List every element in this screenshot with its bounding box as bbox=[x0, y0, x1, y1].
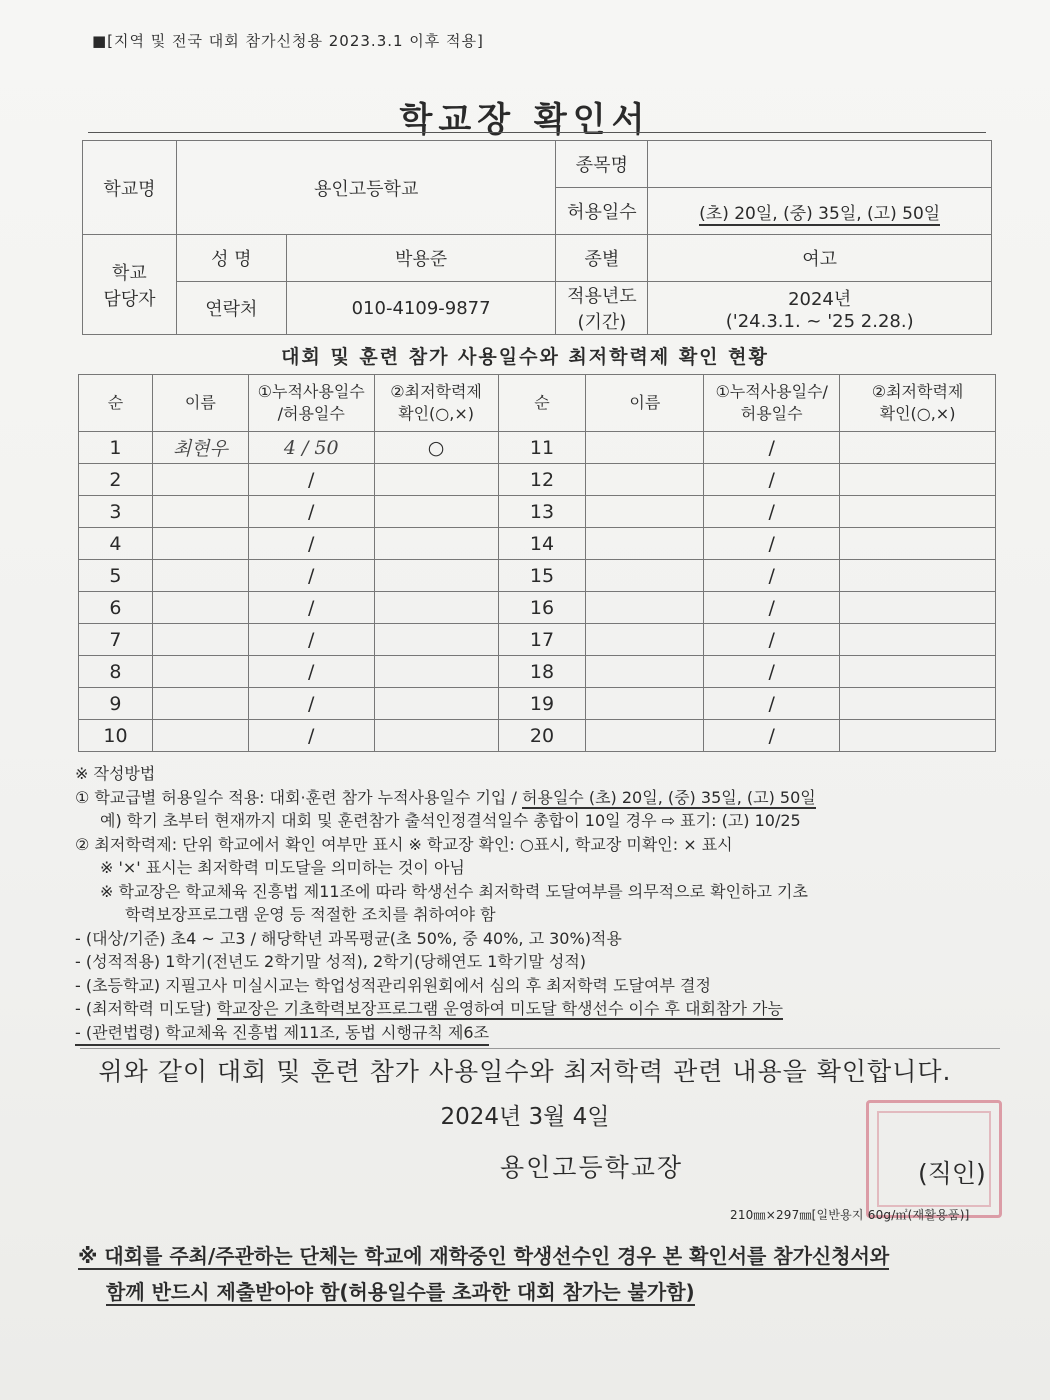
row-number: 7 bbox=[79, 624, 153, 656]
roster-row bbox=[79, 560, 996, 592]
header-no-right: 순 bbox=[498, 375, 586, 432]
header-academic-right bbox=[840, 375, 996, 432]
notes-divider bbox=[80, 1048, 1000, 1049]
instruction-2-note: ※ '×' 표시는 최저학력 미도달을 의미하는 것이 아님 bbox=[100, 858, 465, 877]
apply-year-value bbox=[648, 282, 992, 335]
row-number: 15 bbox=[498, 560, 586, 592]
confirmation-statement: 위와 같이 대회 및 훈련 참가 사용일수와 최저학력 관련 내용을 확인합니다. bbox=[98, 1057, 952, 1086]
roster-row bbox=[79, 656, 996, 688]
days-used: / bbox=[704, 464, 840, 496]
header-name-right: 이름 bbox=[586, 375, 704, 432]
days-used: 4 / 50 bbox=[248, 432, 374, 464]
header-academic-left-line2: 확인(○,×) bbox=[398, 404, 474, 423]
instruction-3-line2: 학력보장프로그램 운영 등 적절한 조치를 취하여야 함 bbox=[125, 905, 496, 924]
paper-spec: 210㎜×297㎜[일반용지 60g/㎡(재활용품)] bbox=[730, 1208, 970, 1222]
school-value: 용인고등학교 bbox=[176, 141, 556, 235]
academic-check bbox=[374, 656, 498, 688]
academic-check: ○ bbox=[374, 432, 498, 464]
row-number: 12 bbox=[498, 464, 586, 496]
roster-row bbox=[79, 592, 996, 624]
contact-label: 연락처 bbox=[176, 282, 286, 335]
academic-check bbox=[840, 560, 996, 592]
roster-table bbox=[78, 374, 996, 752]
row-number: 9 bbox=[79, 688, 153, 720]
student-name bbox=[152, 688, 248, 720]
manager-label-line1: 학교 bbox=[112, 262, 147, 284]
student-name bbox=[586, 560, 704, 592]
row-number: 16 bbox=[498, 592, 586, 624]
apply-year-label-line2: (기간) bbox=[577, 312, 627, 333]
student-name bbox=[152, 624, 248, 656]
days-used: / bbox=[248, 496, 374, 528]
detail-elementary: - (초등학교) 지필고사 미실시교는 학업성적관리위원회에서 심의 후 최저학력 도달여부 결정 bbox=[75, 975, 711, 995]
days-used: / bbox=[704, 560, 840, 592]
header-days-left-line2: /허용일수 bbox=[277, 404, 345, 423]
days-used: / bbox=[704, 624, 840, 656]
academic-check bbox=[840, 528, 996, 560]
manager-name-value: 박용준 bbox=[286, 235, 556, 282]
row-number: 5 bbox=[79, 560, 153, 592]
student-name bbox=[586, 720, 704, 752]
days-used: / bbox=[248, 464, 374, 496]
days-used: / bbox=[704, 688, 840, 720]
seal-label: (직인) bbox=[918, 1159, 986, 1188]
allowed-days-label: 허용일수 bbox=[556, 188, 648, 235]
instruction-1-text: ① 학교급별 허용일수 적용: 대회·훈련 참가 누적사용일수 기입 / bbox=[75, 787, 522, 807]
row-number: 8 bbox=[79, 656, 153, 688]
student-name bbox=[586, 688, 704, 720]
header-name-left: 이름 bbox=[152, 375, 248, 432]
row-number: 3 bbox=[79, 496, 153, 528]
row-number: 17 bbox=[498, 624, 586, 656]
row-number: 14 bbox=[498, 528, 586, 560]
student-name bbox=[586, 624, 704, 656]
academic-check bbox=[840, 496, 996, 528]
academic-check bbox=[374, 688, 498, 720]
detail-below-minimum-text: 학교장은 기초학력보장프로그램 운영하여 미도달 학생선수 이수 후 대회참가 가능 bbox=[216, 999, 783, 1018]
row-number: 2 bbox=[79, 464, 153, 496]
student-name bbox=[152, 656, 248, 688]
allowed-days-value: (초) 20일, (중) 35일, (고) 50일 bbox=[699, 203, 941, 224]
student-name bbox=[152, 560, 248, 592]
header-academic-right-line1: ②최저학력제 bbox=[871, 382, 964, 402]
student-name bbox=[586, 656, 704, 688]
detail-below-minimum-label: - (최저학력 미도달) bbox=[75, 999, 217, 1018]
student-name bbox=[586, 432, 704, 464]
roster-row bbox=[79, 464, 996, 496]
apply-year: 2024년 bbox=[788, 288, 852, 310]
header-academic-left bbox=[374, 375, 498, 432]
school-manager-label bbox=[83, 235, 177, 335]
row-number: 20 bbox=[498, 720, 586, 752]
row-number: 19 bbox=[498, 688, 586, 720]
sport-label: 종목명 bbox=[556, 141, 648, 188]
header-days-right bbox=[704, 375, 840, 432]
student-name bbox=[152, 592, 248, 624]
manager-label-line2: 담당자 bbox=[103, 288, 156, 310]
instruction-1-example: 예) 학기 초부터 현재까지 대회 및 훈련참가 출석인정결석일수 총합이 10일 경우 ⇨ 표기: (고) 10/25 bbox=[100, 811, 801, 830]
row-number: 4 bbox=[79, 528, 153, 560]
instructions bbox=[75, 762, 1005, 1046]
apply-period: ('24.3.1. ~ '25 2.28.) bbox=[725, 310, 914, 332]
category-label: 종별 bbox=[556, 235, 648, 282]
detail-grades: - (성적적용) 1학기(전년도 2학기말 성적), 2학기(당해연도 1학기말 성적) bbox=[75, 952, 587, 971]
row-number: 11 bbox=[498, 432, 586, 464]
confirmation-date: 2024년 3월 4일 bbox=[440, 1104, 610, 1130]
academic-check bbox=[840, 720, 996, 752]
roster-row bbox=[79, 432, 996, 464]
submission-notice bbox=[78, 1238, 998, 1310]
student-name bbox=[586, 464, 704, 496]
days-used: / bbox=[704, 720, 840, 752]
detail-law: - (관련법령) 학교체육 진흥법 제11조, 동법 시행규칙 제6조 bbox=[75, 1021, 489, 1047]
student-name bbox=[152, 720, 248, 752]
row-number: 6 bbox=[79, 592, 153, 624]
student-name bbox=[586, 592, 704, 624]
header-days-right-line1: ①누적사용일수/ bbox=[715, 382, 828, 402]
header-days-left-line1: ①누적사용일수 bbox=[257, 382, 365, 402]
academic-check bbox=[374, 720, 498, 752]
row-number: 1 bbox=[79, 432, 153, 464]
manager-name-label: 성 명 bbox=[176, 235, 286, 282]
submission-notice-line2: 함께 반드시 제출받아야 함(허용일수를 초과한 대회 참가는 불가함) bbox=[106, 1280, 695, 1304]
academic-check bbox=[374, 592, 498, 624]
row-number: 10 bbox=[79, 720, 153, 752]
days-used: / bbox=[704, 528, 840, 560]
document-title: 학교장 확인서 bbox=[399, 100, 651, 140]
header-days-right-line2: 허용일수 bbox=[740, 404, 803, 423]
instruction-2: ② 최저학력제: 단위 학교에서 확인 여부만 표시 ※ 학교장 확인: ○표시, 학교장 미확인: × 표시 bbox=[75, 834, 733, 854]
academic-check bbox=[374, 464, 498, 496]
student-name: 최현우 bbox=[152, 432, 248, 464]
roster-row bbox=[79, 496, 996, 528]
detail-target: - (대상/기준) 초4 ~ 고3 / 해당학년 과목평균(초 50%, 중 40%, 고 30%)적용 bbox=[75, 928, 622, 948]
student-name bbox=[586, 528, 704, 560]
student-name bbox=[152, 496, 248, 528]
days-used: / bbox=[704, 432, 840, 464]
header-no-left: 순 bbox=[79, 375, 153, 432]
student-name bbox=[152, 464, 248, 496]
row-number: 13 bbox=[498, 496, 586, 528]
days-used: / bbox=[248, 688, 374, 720]
header-days-left bbox=[248, 375, 374, 432]
principal-signature: 용인고등학교장 bbox=[500, 1153, 684, 1182]
days-used: / bbox=[248, 592, 374, 624]
days-used: / bbox=[248, 624, 374, 656]
days-used: / bbox=[704, 656, 840, 688]
roster-row bbox=[79, 624, 996, 656]
roster-row bbox=[79, 720, 996, 752]
academic-check bbox=[840, 464, 996, 496]
academic-check bbox=[840, 624, 996, 656]
days-used: / bbox=[248, 528, 374, 560]
student-name bbox=[586, 496, 704, 528]
contact-value: 010-4109-9877 bbox=[286, 282, 556, 335]
category-value: 여고 bbox=[648, 235, 992, 282]
roster-row bbox=[79, 688, 996, 720]
academic-check bbox=[840, 432, 996, 464]
days-used: / bbox=[248, 720, 374, 752]
submission-notice-line1: ※ 대회를 주최/주관하는 단체는 학교에 재학중인 학생선수인 경우 본 확인서를 참가신청서와 bbox=[78, 1244, 890, 1268]
academic-check bbox=[840, 688, 996, 720]
title-divider bbox=[88, 132, 986, 133]
academic-check bbox=[374, 624, 498, 656]
school-info-table bbox=[82, 140, 992, 335]
days-used: / bbox=[704, 496, 840, 528]
instructions-heading: ※ 작성방법 bbox=[75, 764, 156, 783]
academic-check bbox=[374, 528, 498, 560]
school-label: 학교명 bbox=[83, 141, 177, 235]
row-number: 18 bbox=[498, 656, 586, 688]
academic-check bbox=[374, 560, 498, 592]
apply-year-label bbox=[556, 282, 648, 335]
sport-value bbox=[648, 141, 992, 188]
instruction-3-line1: ※ 학교장은 학교체육 진흥법 제11조에 따라 학생선수 최저학력 도달여부를 의무적으로 확인하고 기초 bbox=[100, 881, 808, 901]
academic-check bbox=[840, 656, 996, 688]
section-title: 대회 및 훈련 참가 사용일수와 최저학력제 확인 현황 bbox=[281, 346, 769, 368]
header-academic-left-line1: ②최저학력제 bbox=[390, 382, 482, 402]
roster-header-row bbox=[79, 375, 996, 432]
header-academic-right-line2: 확인(○,×) bbox=[879, 404, 956, 423]
apply-year-label-line1: 적용년도 bbox=[567, 286, 637, 307]
days-used: / bbox=[248, 560, 374, 592]
days-used: / bbox=[248, 656, 374, 688]
detail-below-minimum bbox=[75, 997, 1005, 1021]
instruction-1 bbox=[75, 786, 1005, 810]
student-name bbox=[152, 528, 248, 560]
academic-check bbox=[374, 496, 498, 528]
academic-check bbox=[840, 592, 996, 624]
days-used: / bbox=[704, 592, 840, 624]
roster-row bbox=[79, 528, 996, 560]
form-applicability-note: ■[지역 및 전국 대회 참가신청용 2023.3.1 이후 적용] bbox=[92, 32, 484, 50]
allowed-days-emphasis: 허용일수 (초) 20일, (중) 35일, (고) 50일 bbox=[521, 787, 816, 807]
